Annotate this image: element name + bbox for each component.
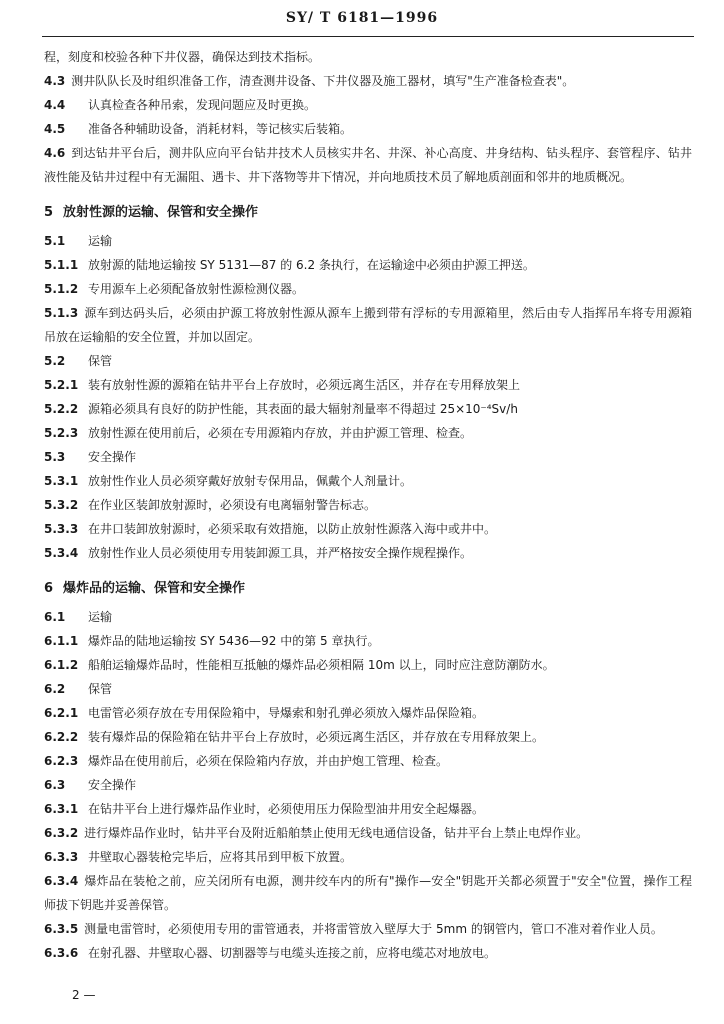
subsection-number: 6.2: [44, 682, 66, 696]
subsection-6-2: [44, 677, 692, 701]
clause-number: 6.1.2: [44, 658, 79, 672]
subsection-title: 安全操作: [88, 778, 137, 792]
subsection-title: 运输: [88, 610, 113, 624]
clause-text: 进行爆炸品作业时，钻井平台及附近船舶禁止使用无线电通信设备，钻井平台上禁止电焊作业。: [84, 826, 589, 840]
section-number: 6: [44, 581, 54, 596]
subsection-number: 5.1: [44, 234, 66, 248]
page-header: SY/ T 6181—1996: [285, 10, 439, 26]
clause-text: 在作业区装卸放射源时，必须设有电离辐射警告标志。: [88, 498, 377, 512]
subsection-number: 5.3: [44, 450, 66, 464]
intro-continuation: 程，刻度和校验各种下井仪器，确保达到技术指标。: [44, 50, 321, 64]
section-6-heading: [44, 577, 692, 601]
clause-5-2-1: [44, 373, 692, 397]
subsection-title: 保管: [88, 682, 113, 696]
clause-number: 5.1.2: [44, 282, 79, 296]
clause-6-3-2: [44, 821, 692, 845]
clause-6-3-3: [44, 845, 692, 869]
clause-number: 5.1.1: [44, 258, 79, 272]
clause-6-3-6: [44, 941, 692, 965]
document-body: [44, 45, 692, 965]
clause-number: 6.3.6: [44, 946, 79, 960]
clause-number: 5.3.4: [44, 546, 79, 560]
clause-6-2-3: [44, 749, 692, 773]
clause-number: 6.2.2: [44, 730, 79, 744]
clause-4-5: [44, 117, 692, 141]
clause-6-3-4: [44, 869, 692, 917]
subsection-title: 保管: [88, 354, 113, 368]
clause-text: 认真检查各种吊索，发现问题应及时更换。: [88, 98, 317, 112]
clause-5-2-3: [44, 421, 692, 445]
clause-text: 电雷管必须存放在专用保险箱中，导爆索和射孔弹必须放入爆炸品保险箱。: [88, 706, 485, 720]
clause-text: 源箱必须具有良好的防护性能，其表面的最大辐射剂量率不得超过 25×10⁻⁴Sv/h: [88, 402, 518, 416]
clause-number: 6.2.3: [44, 754, 79, 768]
clause-6-3-5: [44, 917, 692, 941]
clause-number: 6.3.3: [44, 850, 79, 864]
section-number: 5: [44, 205, 54, 220]
section-5-heading: [44, 201, 692, 225]
clause-text: 测井队队长及时组织准备工作，清查测井设备、下井仪器及施工器材，填写"生产准备检查表"。: [71, 74, 575, 88]
clause-text: 装有爆炸品的保险箱在钻井平台上存放时，必须远离生活区，并存放在专用释放架上。: [88, 730, 545, 744]
clause-6-2-1: [44, 701, 692, 725]
clause-number: 5.3.1: [44, 474, 79, 488]
clause-6-3-1: [44, 797, 692, 821]
clause-text: 装有放射性源的源箱在钻井平台上存放时，必须远离生活区，并存在专用释放架上: [88, 378, 521, 392]
clause-5-1-1: [44, 253, 692, 277]
clause-4-6: [44, 141, 692, 189]
clause-5-3-2: [44, 493, 692, 517]
clause-number: 5.2.1: [44, 378, 79, 392]
clause-text: 爆炸品在使用前后，必须在保险箱内存放，并由护炮工管理、检查。: [88, 754, 449, 768]
clause-text: 井壁取心器装枪完毕后，应将其吊到甲板下放置。: [88, 850, 353, 864]
subsection-5-2: [44, 349, 692, 373]
clause-text: 放射源的陆地运输按 SY 5131—87 的 6.2 条执行，在运输途中必须由护源工押送。: [88, 258, 535, 272]
clause-4-4: [44, 93, 692, 117]
clause-text: 专用源车上必须配备放射性源检测仪器。: [88, 282, 305, 296]
subsection-5-3: [44, 445, 692, 469]
clause-5-1-2: [44, 277, 692, 301]
header-rule: [42, 36, 694, 37]
subsection-number: 6.3: [44, 778, 66, 792]
subsection-6-1: [44, 605, 692, 629]
clause-number: 5.3.3: [44, 522, 79, 536]
clause-text: 放射性作业人员必须穿戴好放射专保用品，佩戴个人剂量计。: [88, 474, 413, 488]
clause-text: 到达钻井平台后，测井队应向平台钻井技术人员核实井名、井深、补心高度、井身结构、钻头程序、套管程序、钻井液性能及钻井过程中有无漏阻、遇卡、井下落物等井下情况，并向地质技术员了解地质剖面和邻井的地质概况。: [44, 146, 692, 184]
clause-number: 4.6: [44, 146, 66, 160]
section-title: 爆炸品的运输、保管和安全操作: [63, 581, 246, 596]
clause-4-3: [44, 69, 692, 93]
clause-text: 在射孔器、井壁取心器、切割器等与电缆头连接之前，应将电缆芯对地放电。: [88, 946, 497, 960]
clause-text: 船舶运输爆炸品时，性能相互抵触的爆炸品必须相隔 10m 以上，同时应注意防潮防水。: [88, 658, 555, 672]
clause-number: 6.3.5: [44, 922, 79, 936]
clause-text: 准备各种辅助设备，消耗材料，等记核实后装箱。: [88, 122, 353, 136]
subsection-title: 安全操作: [88, 450, 137, 464]
clause-6-1-1: [44, 629, 692, 653]
clause-5-3-4: [44, 541, 692, 565]
clause-number: 5.2.2: [44, 402, 79, 416]
clause-text: 爆炸品在装枪之前，应关闭所有电源，测井绞车内的所有"操作—安全"钥匙开关都必须置于"安全"位置，操作工程师拔下钥匙并妥善保管。: [44, 874, 692, 912]
clause-text: 在钻井平台上进行爆炸品作业时，必须使用压力保险型油井用安全起爆器。: [88, 802, 485, 816]
clause-text: 放射性作业人员必须使用专用装卸源工具，并严格按安全操作规程操作。: [88, 546, 473, 560]
clause-5-3-3: [44, 517, 692, 541]
clause-number: 6.3.2: [44, 826, 79, 840]
clause-number: 5.2.3: [44, 426, 79, 440]
section-title: 放射性源的运输、保管和安全操作: [63, 205, 259, 220]
subsection-6-3: [44, 773, 692, 797]
clause-5-1-3: [44, 301, 692, 349]
clause-6-2-2: [44, 725, 692, 749]
clause-number: 6.3.4: [44, 874, 79, 888]
clause-number: 4.4: [44, 98, 66, 112]
clause-number: 4.5: [44, 122, 66, 136]
clause-text: 放射性源在使用前后，必须在专用源箱内存放，并由护源工管理、检查。: [88, 426, 473, 440]
clause-number: 4.3: [44, 74, 66, 88]
clause-text: 源车到达码头后，必须由护源工将放射性源从源车上搬到带有浮标的专用源箱里，然后由专人指挥吊车将专用源箱吊放在运输船的安全位置，并加以固定。: [44, 306, 692, 344]
clause-text: 爆炸品的陆地运输按 SY 5436—92 中的第 5 章执行。: [88, 634, 380, 648]
clause-number: 6.3.1: [44, 802, 79, 816]
clause-text: 测量电雷管时，必须使用专用的雷管通表，并将雷管放入壁厚大于 5mm 的钢管内，管口不准对着作业人员。: [84, 922, 663, 936]
clause-number: 6.2.1: [44, 706, 79, 720]
clause-5-2-2: [44, 397, 692, 421]
clause-6-1-2: [44, 653, 692, 677]
subsection-title: 运输: [88, 234, 113, 248]
page-number: 2 —: [72, 988, 96, 1002]
subsection-number: 5.2: [44, 354, 66, 368]
clause-number: 6.1.1: [44, 634, 79, 648]
subsection-number: 6.1: [44, 610, 66, 624]
clause-number: 5.3.2: [44, 498, 79, 512]
subsection-5-1: [44, 229, 692, 253]
clause-number: 5.1.3: [44, 306, 79, 320]
clause-text: 在井口装卸放射源时，必须采取有效措施，以防止放射性源落入海中或井中。: [88, 522, 497, 536]
clause-5-3-1: [44, 469, 692, 493]
